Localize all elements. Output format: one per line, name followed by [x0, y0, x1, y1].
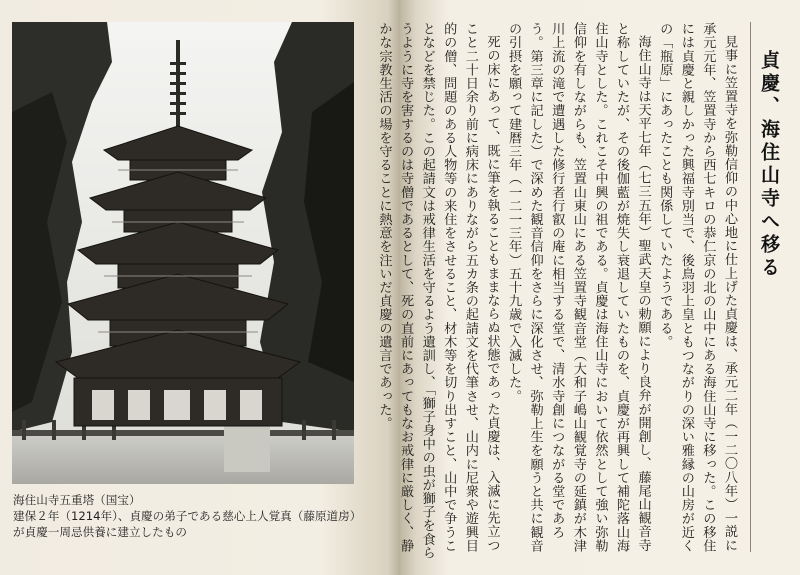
caption-line: が貞慶一周忌供養に建立したもの [13, 525, 187, 539]
paragraph: 見事に笠置寺を弥勒信仰の中心地に仕上げた貞慶は、承元二年（一二〇八年）一説に承元元年、笠置寺から西七キロの恭仁京の北の山中にある海住山寺に移った。この移住には貞慶と親しかった興福寺別当で、後鳥羽上皇ともつながりの深い雅縁の山房が近くの「瓶原」にあったことも関係していたようである。 [657, 22, 737, 553]
paragraph: 死の床にあって、既に筆を執ることもままならぬ状態であった貞慶は、入滅に先立つこと二十日余り前に病床にありながら五カ条の起請文を代筆させ、山内に尼衆や遊興目的の僧、問題のある人物等の来住をさせること、材木等を切り出すこと、山中で争うことなどを禁じた。この起請文は戒律生活を守るよう遺訓し、「獅子身中の虫が獅子を食らうように寺を害するのは寺僧であるとして、死の直前にあってもなお戒律に厳しく、静かな宗教生活の場を守ることに熱意を注いだ貞慶の遺言であった。 [376, 22, 500, 560]
paragraph: 海住山寺は天平七年（七三五年）聖武天皇の勅願により良弁が開創し、藤尾山観音寺と称していたが、その後伽藍が焼失し衰退していたものを、貞慶が再興して補陀落山海住山寺とした。これこそ中興の祖である。貞慶は海住山寺において依然として強い弥勒信仰を有しながらも、笠置山東山にある笠置寺観音堂（大和子嶋山観覚寺の延鎮が木津川上流の滝で遭遇した修行者行叡の庵に相当する堂で、清水寺創につながる堂であろう。第三章に記した）で深めた観音信仰をさらに深化させ、弥勒上生を願うと共に観音の引摂を願って建暦三年（一二一三年）五十九歳で入滅した。 [506, 22, 651, 553]
title-divider [750, 22, 751, 552]
chapter-title: 貞慶、海住山寺へ移る [758, 50, 780, 280]
caption-line: 海住山寺五重塔（国宝） [13, 493, 141, 507]
caption-line: 建保２年（1214年）、貞慶の弟子である慈心上人覚真（藤原道房） [13, 509, 362, 523]
photo-caption [13, 492, 393, 540]
pagoda-photo [12, 22, 354, 484]
body-text [376, 22, 740, 562]
